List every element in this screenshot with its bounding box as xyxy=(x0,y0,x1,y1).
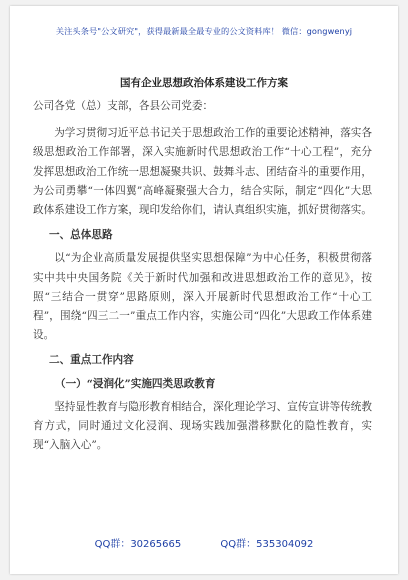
document-title: 国有企业思想政治体系建设工作方案 xyxy=(120,77,288,89)
section-1-paragraph: 以“为企业高质量发展提供坚实思想保障”为中心任务，积极贯彻落实中共中央国务院《关于新时代加强和改进思想政治工作的意见》，按照“三结合一贯穿”思路原则，深入开展新时代思想政治工作“十心工程”，围绕“四三二一”重点工作内容，实施公司“四化”大思政工作体系建设。 xyxy=(33,252,372,342)
section-heading-2: 二、重点工作内容 xyxy=(49,354,134,367)
header-banner: 关注头条号"公文研究"，获得最新最全最专业的公文资料库！ 微信：gongwenyj xyxy=(55,26,353,36)
subsection-heading-1: （一）“浸润化”实施四类思政教育 xyxy=(55,377,216,390)
qq-group-1: QQ群：30265665 xyxy=(94,539,182,550)
document-page xyxy=(10,6,398,574)
footer-contacts xyxy=(10,535,398,550)
section-heading-1: 一、总体思路 xyxy=(49,229,113,242)
qq-group-2: QQ群：535304092 xyxy=(220,539,314,550)
intro-paragraph: 为学习贯彻习近平总书记关于思想政治工作的重要论述精神，落实各级思想政治工作部署，深入实施新时代思想政治工作“十心工程”，充分发挥思想政治工作统一思想凝聚共识、鼓舞斗志、团结奋斗的重要作用，为公司勇攀“一体四翼”高峰凝聚强大合力，结合实际，制定“四化”大思政体系建设工作方案，现印发给你们，请认真组织实施，抓好贯彻落实。 xyxy=(33,127,372,217)
salutation: 公司各党（总）支部，各县公司党委： xyxy=(33,100,214,112)
subsection-1-paragraph: 坚持显性教育与隐形教育相结合，深化理论学习、宣传宣讲等传统教育方式，同时通过文化浸润、现场实践加强潜移默化的隐性教育，实现“入脑入心”。 xyxy=(33,400,372,452)
document-body xyxy=(33,97,372,455)
